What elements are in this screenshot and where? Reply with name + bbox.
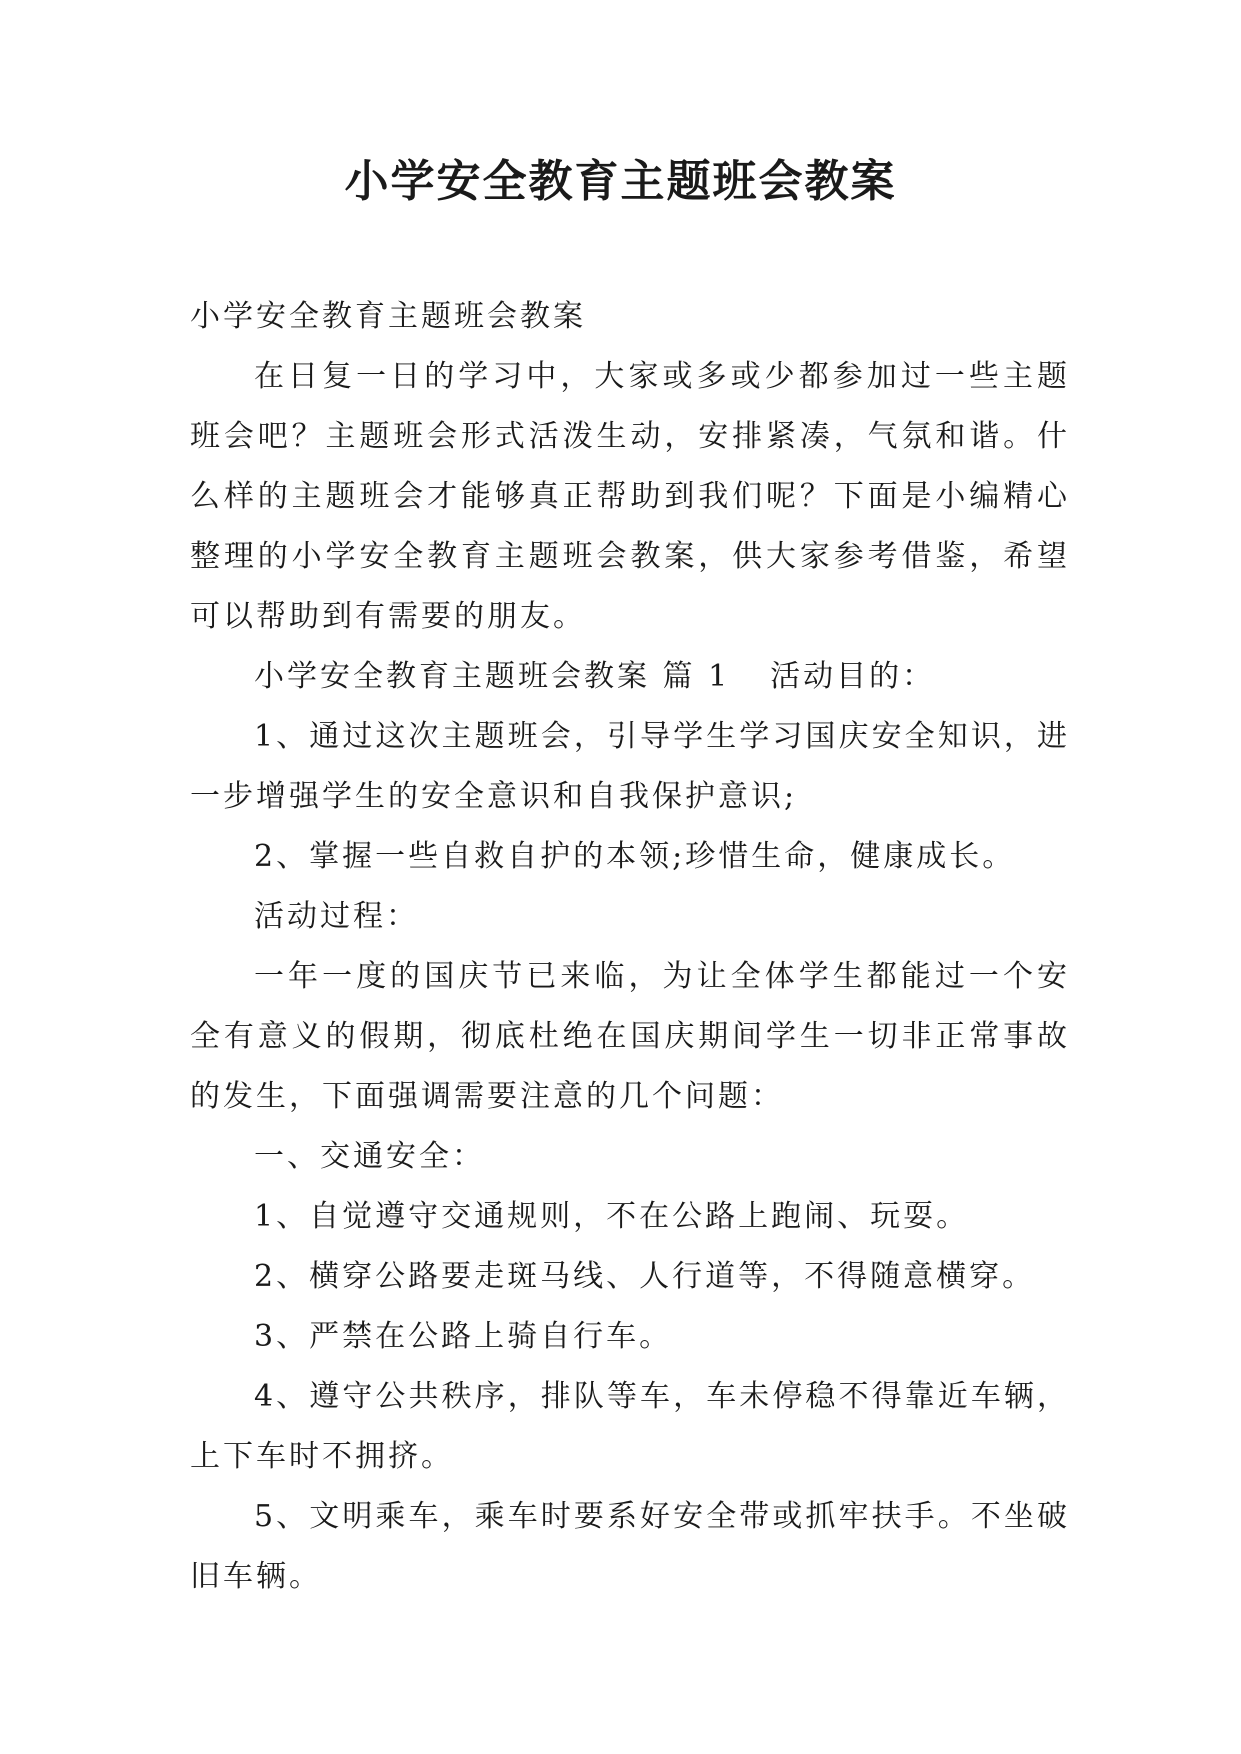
traffic-item-5: 5、文明乘车，乘车时要系好安全带或抓牢扶手。不坐破旧车辆。 [190, 1499, 1070, 1594]
traffic-item-2: 2、横穿公路要走斑马线、人行道等，不得随意横穿。 [254, 1259, 1036, 1294]
goal-heading: 活动目的： [770, 659, 936, 694]
traffic-safety-heading: 一、交通安全： [254, 1139, 485, 1174]
section-heading: 小学安全教育主题班会教案 篇 1 [254, 659, 731, 694]
goal-item-2: 2、掌握一些自救自护的本领;珍惜生命，健康成长。 [254, 839, 1016, 874]
goal-item-1: 1、通过这次主题班会，引导学生学习国庆安全知识，进一步增强学生的安全意识和自我保护意识; [190, 719, 1070, 814]
document-body [190, 287, 1070, 1607]
section-heading-line [190, 647, 1070, 707]
process-intro-paragraph: 一年一度的国庆节已来临，为让全体学生都能过一个安全有意义的假期，彻底杜绝在国庆期间学生一切非正常事故的发生，下面强调需要注意的几个问题： [190, 959, 1070, 1114]
traffic-item-4: 4、遵守公共秩序，排队等车，车未停稳不得靠近车辆，上下车时不拥挤。 [190, 1379, 1070, 1474]
document-subtitle: 小学安全教育主题班会教案 [190, 299, 586, 334]
process-heading: 活动过程： [254, 899, 419, 934]
traffic-item-3: 3、严禁在公路上骑自行车。 [254, 1319, 673, 1354]
traffic-item-1: 1、自觉遵守交通规则，不在公路上跑闹、玩耍。 [254, 1199, 970, 1234]
intro-paragraph: 在日复一日的学习中，大家或多或少都参加过一些主题班会吧？主题班会形式活泼生动，安排紧凑，气氛和谐。什么样的主题班会才能够真正帮助到我们呢？下面是小编精心整理的小学安全教育主题班会教案，供大家参考借鉴，希望可以帮助到有需要的朋友。 [190, 359, 1070, 634]
document-title: 小学安全教育主题班会教案 [344, 156, 897, 207]
